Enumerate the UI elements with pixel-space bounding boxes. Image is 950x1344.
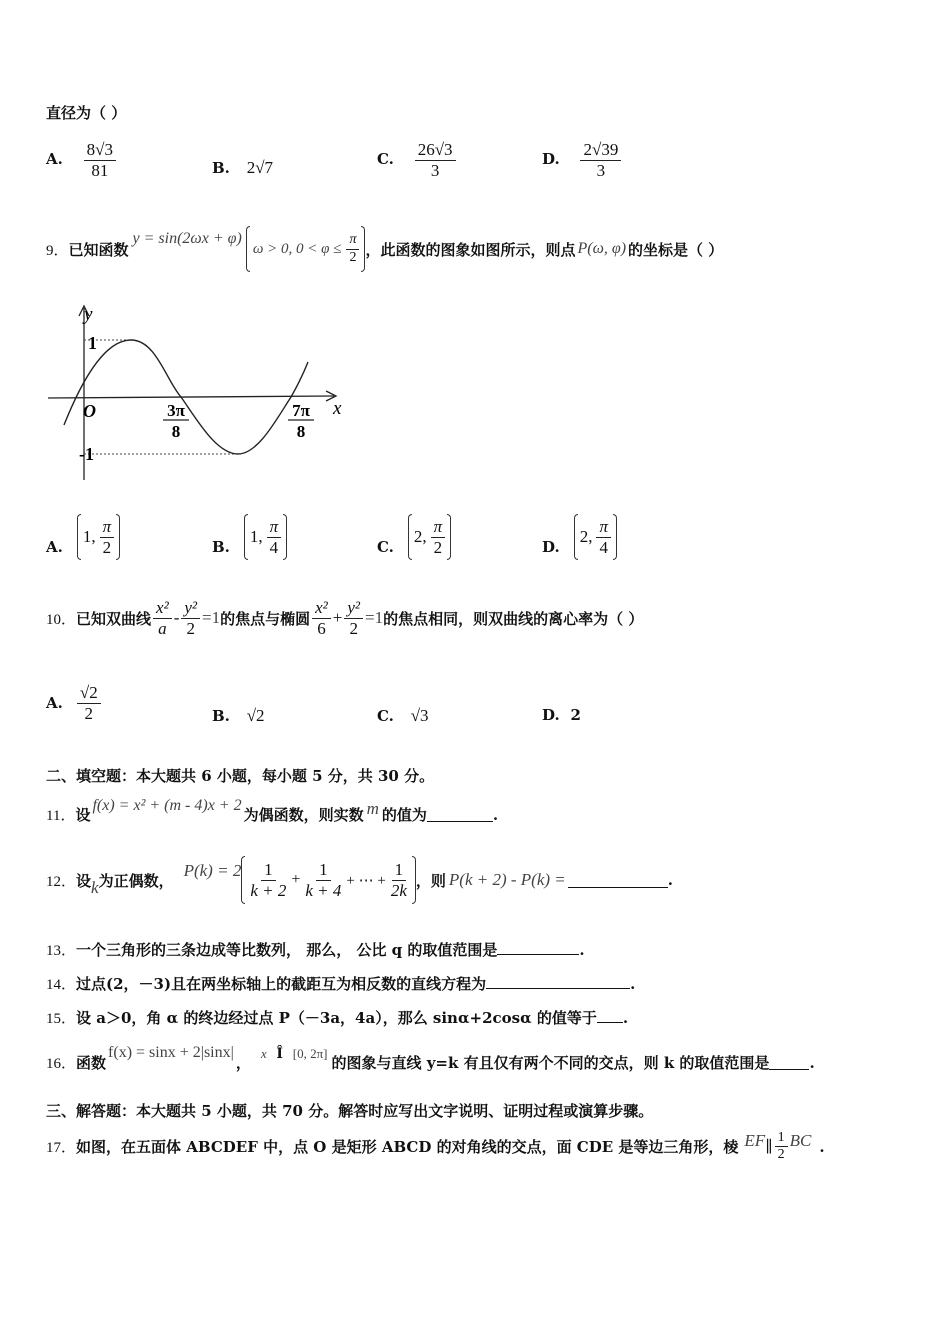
- function-expression: y = sin(2ωx + φ): [132, 230, 242, 247]
- fraction: [247, 860, 289, 900]
- question-number: 11．: [46, 808, 76, 824]
- tick-label-3pi-den: 8: [171, 422, 181, 441]
- domain-symbol: Î: [276, 1045, 283, 1062]
- question-number: 16．: [46, 1056, 77, 1072]
- option-value: √3: [410, 706, 429, 725]
- condition-text: ω > 0, 0 < φ ≤: [252, 240, 342, 257]
- fraction: [302, 860, 344, 900]
- answer-blank[interactable]: [769, 1055, 809, 1070]
- numerator: 1: [392, 860, 407, 881]
- function-lhs: P(k) = 2: [183, 861, 242, 880]
- q10-option-a[interactable]: [46, 683, 103, 723]
- denominator: 81: [91, 160, 109, 180]
- option-label: A.: [46, 150, 63, 169]
- numerator: x²: [153, 598, 172, 619]
- denominator: 2: [186, 618, 195, 638]
- sum-expression: $\frac{1}{k + 2}$ + $\frac{1}{k + 4}$ + ⋯ + $\frac{1}{2k}$: [241, 856, 416, 904]
- domain: [261, 1044, 328, 1062]
- q8-option-b[interactable]: [212, 158, 273, 178]
- operator: +: [332, 608, 343, 628]
- option-label: B.: [212, 538, 230, 556]
- x-axis-label: x: [333, 398, 342, 419]
- q12: 12． 设 k 为正偶数， P(k) = 2 $\frac{1}{k + 2}$ + $\frac{1}{k + 4}$ + ⋯ + $\frac{1}{2k}$ ，则 P(k + 2) - P(k) = .: [46, 856, 673, 904]
- condition: [246, 226, 366, 272]
- option-label: C.: [377, 707, 394, 725]
- option-label: D.: [542, 706, 560, 724]
- numerator: √2: [77, 683, 101, 704]
- intro-line: 直径为（ ）: [46, 104, 127, 122]
- function-expression: f(x) = x² + (m - 4)x + 2: [92, 796, 242, 814]
- numerator: π: [431, 517, 446, 538]
- q14: 14．过点(2，－3)且在两坐标轴上的截距互为相反数的直线方程为 .: [46, 975, 636, 993]
- option-label: D.: [542, 150, 560, 169]
- stem-text: 过点(2，－3)且在两坐标轴上的截距互为相反数的直线方程为: [76, 975, 487, 993]
- fraction: [344, 598, 363, 638]
- question-number: 14．: [46, 977, 77, 993]
- denominator: 4: [269, 537, 279, 557]
- option-value: [244, 514, 287, 560]
- denominator: 2: [433, 537, 443, 557]
- q8-option-a[interactable]: [46, 140, 118, 180]
- answer-blank[interactable]: [486, 974, 630, 989]
- parallel-equal-icon: ∥: [765, 1138, 773, 1156]
- coordinate: 1,: [82, 527, 96, 546]
- q9-option-d[interactable]: [542, 514, 617, 560]
- fraction: [775, 1130, 788, 1163]
- sine-graph: [46, 300, 351, 485]
- fraction: [431, 517, 446, 557]
- question-number: 15．: [46, 1011, 77, 1027]
- fraction: [346, 232, 359, 265]
- fraction: [415, 140, 456, 180]
- option-label: D.: [542, 538, 560, 556]
- option-label: A.: [46, 694, 63, 713]
- denominator: 2: [84, 703, 94, 723]
- stem-text: 的图象与直线 y=k 有且仅有两个不同的交点，则 k 的取值范围是: [331, 1054, 770, 1072]
- numerator: π: [267, 517, 282, 538]
- numerator: π: [346, 232, 359, 249]
- question-number: 17．: [46, 1140, 77, 1157]
- denominator: k + 4: [305, 880, 342, 900]
- q10-option-b[interactable]: [212, 706, 265, 726]
- equals: =1: [202, 608, 221, 628]
- q17: [46, 1130, 825, 1163]
- point-expression: P(ω, φ): [577, 240, 627, 257]
- numerator: 1: [775, 1130, 788, 1147]
- stem-text: 设: [76, 871, 92, 890]
- stem-text: ，: [235, 1054, 251, 1072]
- q16: 16． 函数 f(x) = sinx + 2|sinx| ， x Î [0, 2π] 的图象与直线 y=k 有且仅有两个不同的交点，则 k 的取值范围是 .: [46, 1043, 815, 1072]
- question-number: 9．: [46, 242, 69, 259]
- domain-variable: x: [260, 1045, 267, 1061]
- stem-text: 函数: [76, 1054, 107, 1072]
- tick-label-3pi-num: 3π: [167, 401, 185, 420]
- option-value: √2: [246, 706, 265, 725]
- q8-option-c[interactable]: [377, 140, 458, 180]
- option-label: C.: [377, 538, 394, 556]
- fraction: [153, 598, 172, 638]
- stem-text: 设 a＞0，角 α 的终边经过点 P（－3a，4a），那么 sinα+2cosα 的值等于: [76, 1009, 597, 1027]
- option-value: [574, 514, 617, 560]
- answer-blank[interactable]: [497, 940, 579, 955]
- domain-range: [0, 2π]: [292, 1045, 328, 1061]
- coordinate: 1,: [249, 527, 263, 546]
- fraction: [388, 860, 410, 900]
- tick-label-7pi-num: 7π: [292, 401, 310, 420]
- denominator: 6: [317, 618, 326, 638]
- numerator: y²: [344, 598, 363, 619]
- numerator: 8√3: [84, 140, 116, 161]
- stem-text: 设: [75, 806, 91, 824]
- coordinate: 2,: [413, 527, 427, 546]
- fraction: [181, 598, 200, 638]
- segment-ef: EF: [744, 1130, 766, 1150]
- denominator: 2: [777, 1147, 785, 1163]
- stem-text: 的焦点与椭圆: [220, 609, 311, 628]
- numerator: x²: [312, 598, 331, 619]
- stem-text: 的值为: [381, 806, 427, 824]
- option-value: 2: [570, 706, 581, 724]
- stem-text: 已知双曲线: [76, 609, 152, 628]
- denominator: a: [158, 618, 167, 638]
- option-value: [408, 514, 451, 560]
- stem-text: 的坐标是（ ）: [628, 240, 724, 259]
- q13: 13．一个三角形的三条边成等比数列， 那么， 公比 q 的取值范围是 .: [46, 941, 585, 959]
- stem-text: ，则: [415, 871, 446, 890]
- q10-stem: [46, 598, 643, 638]
- stem-text: 如图，在五面体 ABCDEF 中，点 O 是矩形 ABCD 的对角线的交点，面 CDE 是等边三角形，棱: [76, 1138, 739, 1157]
- stem-text: 为正偶数，: [98, 871, 174, 890]
- answer-blank[interactable]: [597, 1008, 623, 1023]
- q15: 15．设 a＞0，角 α 的终边经过点 P（－3a，4a），那么 sinα+2cosα 的值等于 .: [46, 1009, 629, 1027]
- q9-option-c[interactable]: [377, 514, 451, 560]
- stem-text: 为偶函数，则实数: [243, 806, 364, 824]
- q9-option-a[interactable]: [46, 514, 120, 560]
- q11: 11． 设 f(x) = x² + (m - 4)x + 2 为偶函数，则实数 m 的值为 .: [46, 796, 499, 824]
- stem-text: 一个三角形的三条边成等比数列， 那么， 公比 q 的取值范围是: [76, 941, 498, 959]
- tick-label-7pi-den: 8: [296, 422, 306, 441]
- tick-label-1: 1: [88, 333, 97, 353]
- ellipsis: + ⋯ +: [346, 872, 386, 889]
- variable: m: [366, 798, 379, 818]
- numerator: y²: [181, 598, 200, 619]
- numerator: 2√39: [580, 140, 621, 161]
- answer-blank[interactable]: [427, 807, 493, 822]
- stem-text: ，此函数的图象如图所示，则点: [365, 240, 576, 259]
- denominator: 3: [596, 160, 606, 180]
- section-heading-solve: 三、解答题：本大题共 5 小题，共 70 分。解答时应写出文字说明、证明过程或演算步骤。: [46, 1102, 654, 1120]
- q9-stem: [46, 226, 723, 272]
- stem-text: 已知函数: [68, 240, 129, 259]
- numerator: 1: [316, 860, 331, 881]
- numerator: 26√3: [415, 140, 456, 161]
- fraction: [580, 140, 621, 180]
- numerator: π: [100, 517, 115, 538]
- variable: k: [91, 878, 99, 897]
- coordinate: 2,: [579, 527, 593, 546]
- fraction: [596, 517, 611, 557]
- denominator: 2k: [390, 880, 407, 900]
- fraction: [100, 517, 115, 557]
- question-number: 12．: [46, 873, 77, 890]
- question-number: 13．: [46, 943, 77, 959]
- q8-option-d[interactable]: [542, 140, 623, 180]
- answer-blank[interactable]: [568, 873, 668, 888]
- numerator: 1: [261, 860, 276, 881]
- denominator: 2: [349, 249, 357, 265]
- fraction: [267, 517, 282, 557]
- option-value: [77, 514, 120, 560]
- stem-text: 的焦点相同，则双曲线的离心率为（ ）: [383, 609, 644, 628]
- option-value: 2√7: [246, 158, 274, 177]
- stem-end: .: [819, 1137, 825, 1156]
- denominator: 3: [430, 160, 440, 180]
- option-label: B.: [212, 707, 230, 725]
- fraction: [84, 140, 116, 180]
- q9-option-b[interactable]: [212, 514, 287, 560]
- option-label: B.: [212, 159, 230, 177]
- q10-option-c[interactable]: [377, 706, 429, 726]
- option-label: A.: [46, 538, 63, 556]
- denominator: k + 2: [250, 880, 287, 900]
- operator: -: [173, 608, 180, 628]
- y-axis-label: y: [84, 304, 93, 325]
- origin-label: O: [83, 401, 96, 421]
- equals: =1: [365, 608, 384, 628]
- q10-option-d[interactable]: [542, 706, 581, 724]
- fraction: [312, 598, 331, 638]
- section-heading-fill-in: 二、填空题：本大题共 6 小题，每小题 5 分，共 30 分。: [46, 767, 435, 785]
- numerator: π: [596, 517, 611, 538]
- denominator: 2: [102, 537, 112, 557]
- question-number: 10．: [46, 611, 77, 628]
- tick-label-neg1: -1: [79, 444, 94, 464]
- fraction: [77, 683, 101, 723]
- denominator: 4: [599, 537, 608, 557]
- difference-expression: P(k + 2) - P(k) =: [448, 870, 566, 889]
- function-expression: f(x) = sinx + 2|sinx|: [108, 1043, 234, 1061]
- denominator: 2: [349, 618, 358, 638]
- option-label: C.: [377, 150, 394, 169]
- segment-bc: BC: [789, 1130, 812, 1150]
